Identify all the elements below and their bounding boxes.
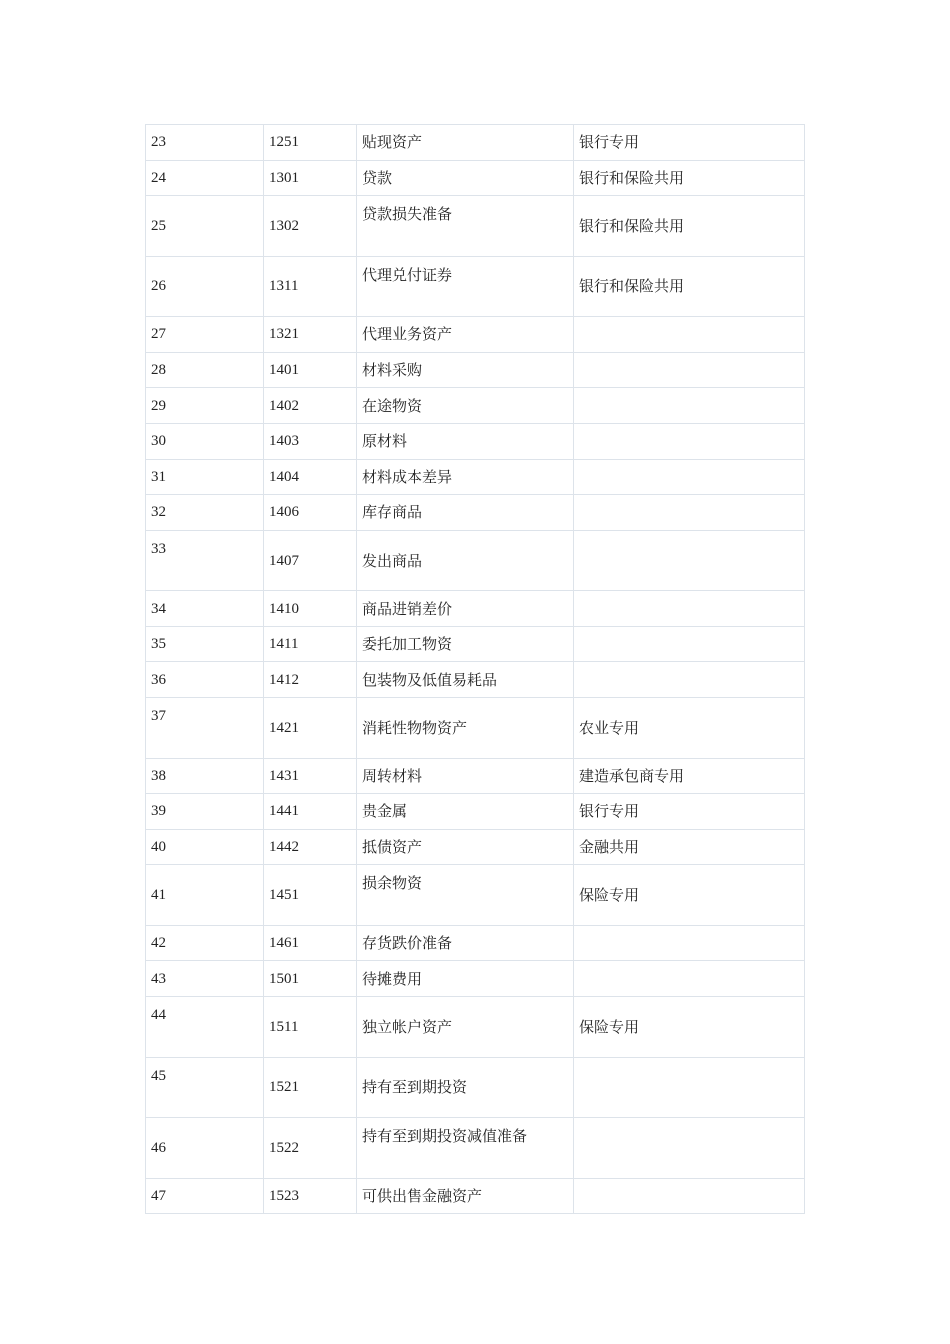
row-number-cell: 35 [146,626,264,662]
account-note-cell: 银行和保险共用 [574,196,805,257]
account-note-cell [574,1178,805,1214]
row-number-cell: 46 [146,1118,264,1179]
row-number-cell: 47 [146,1178,264,1214]
account-name-cell: 材料采购 [357,352,574,388]
account-name-cell: 独立帐户资产 [357,997,574,1058]
account-code-cell: 1523 [264,1178,357,1214]
table-row [146,997,805,1058]
table-row [146,829,805,865]
account-name-cell: 商品进销差价 [357,591,574,627]
account-code-cell: 1401 [264,352,357,388]
account-note-cell [574,459,805,495]
account-code-cell: 1522 [264,1118,357,1179]
table-row [146,925,805,961]
account-note-cell: 银行和保险共用 [574,160,805,196]
row-number-cell: 39 [146,794,264,830]
account-note-cell [574,925,805,961]
row-number-cell: 33 [146,530,264,591]
account-code-cell: 1407 [264,530,357,591]
account-code-cell: 1302 [264,196,357,257]
row-number-cell: 43 [146,961,264,997]
account-note-cell: 农业专用 [574,698,805,759]
row-number-cell: 27 [146,317,264,353]
account-name-cell: 库存商品 [357,495,574,531]
row-number-cell: 42 [146,925,264,961]
account-name-cell: 可供出售金融资产 [357,1178,574,1214]
account-code-cell: 1442 [264,829,357,865]
account-note-cell: 银行专用 [574,125,805,161]
row-number-cell: 34 [146,591,264,627]
account-code-cell: 1321 [264,317,357,353]
account-note-cell: 银行和保险共用 [574,256,805,317]
account-code-cell: 1412 [264,662,357,698]
table-row [146,1178,805,1214]
account-note-cell: 银行专用 [574,794,805,830]
table-row [146,698,805,759]
row-number-cell: 26 [146,256,264,317]
row-number-cell: 44 [146,997,264,1058]
table-row [146,423,805,459]
table-row [146,758,805,794]
account-code-cell: 1451 [264,865,357,926]
account-note-cell [574,423,805,459]
account-name-cell: 原材料 [357,423,574,459]
account-code-cell: 1301 [264,160,357,196]
account-note-cell [574,530,805,591]
table-row [146,530,805,591]
row-number-cell: 29 [146,388,264,424]
account-name-cell: 周转材料 [357,758,574,794]
table-row [146,352,805,388]
row-number-cell: 23 [146,125,264,161]
table-row [146,1057,805,1118]
row-number-cell: 24 [146,160,264,196]
account-note-cell [574,591,805,627]
row-number-cell: 30 [146,423,264,459]
table-row [146,125,805,161]
table-row [146,1118,805,1179]
account-name-cell: 持有至到期投资 [357,1057,574,1118]
row-number-cell: 36 [146,662,264,698]
table-row [146,388,805,424]
table-row [146,459,805,495]
account-name-cell: 存货跌价准备 [357,925,574,961]
account-code-cell: 1461 [264,925,357,961]
account-name-cell: 损余物资 [357,865,574,926]
account-name-cell: 代理兑付证券 [357,256,574,317]
account-name-cell: 贷款损失准备 [357,196,574,257]
account-name-cell: 包装物及低值易耗品 [357,662,574,698]
account-name-cell: 持有至到期投资减值准备 [357,1118,574,1179]
account-name-cell: 委托加工物资 [357,626,574,662]
account-note-cell [574,961,805,997]
account-code-cell: 1410 [264,591,357,627]
accounts-table [145,124,805,1214]
account-note-cell [574,1057,805,1118]
account-note-cell [574,495,805,531]
table-row [146,256,805,317]
account-name-cell: 消耗性物物资产 [357,698,574,759]
table-row [146,591,805,627]
account-code-cell: 1441 [264,794,357,830]
account-code-cell: 1251 [264,125,357,161]
account-name-cell: 贴现资产 [357,125,574,161]
table-row [146,865,805,926]
account-code-cell: 1402 [264,388,357,424]
account-note-cell [574,388,805,424]
account-code-cell: 1404 [264,459,357,495]
row-number-cell: 32 [146,495,264,531]
account-name-cell: 在途物资 [357,388,574,424]
account-code-cell: 1521 [264,1057,357,1118]
account-code-cell: 1406 [264,495,357,531]
account-note-cell: 保险专用 [574,997,805,1058]
account-note-cell [574,662,805,698]
account-name-cell: 材料成本差异 [357,459,574,495]
account-code-cell: 1311 [264,256,357,317]
account-note-cell: 金融共用 [574,829,805,865]
table-row [146,626,805,662]
account-note-cell [574,626,805,662]
row-number-cell: 28 [146,352,264,388]
table-row [146,160,805,196]
table-row [146,794,805,830]
row-number-cell: 25 [146,196,264,257]
account-name-cell: 发出商品 [357,530,574,591]
table-row [146,196,805,257]
table-row [146,961,805,997]
account-note-cell [574,317,805,353]
account-code-cell: 1411 [264,626,357,662]
account-code-cell: 1501 [264,961,357,997]
table-row [146,317,805,353]
account-code-cell: 1431 [264,758,357,794]
accounts-table-body [146,125,805,1214]
account-code-cell: 1421 [264,698,357,759]
account-name-cell: 贵金属 [357,794,574,830]
row-number-cell: 38 [146,758,264,794]
account-note-cell [574,352,805,388]
account-code-cell: 1511 [264,997,357,1058]
table-row [146,495,805,531]
row-number-cell: 45 [146,1057,264,1118]
account-name-cell: 抵债资产 [357,829,574,865]
account-code-cell: 1403 [264,423,357,459]
account-name-cell: 贷款 [357,160,574,196]
row-number-cell: 37 [146,698,264,759]
account-note-cell: 保险专用 [574,865,805,926]
account-name-cell: 待摊费用 [357,961,574,997]
account-name-cell: 代理业务资产 [357,317,574,353]
row-number-cell: 40 [146,829,264,865]
account-note-cell: 建造承包商专用 [574,758,805,794]
row-number-cell: 41 [146,865,264,926]
table-row [146,662,805,698]
account-note-cell [574,1118,805,1179]
row-number-cell: 31 [146,459,264,495]
